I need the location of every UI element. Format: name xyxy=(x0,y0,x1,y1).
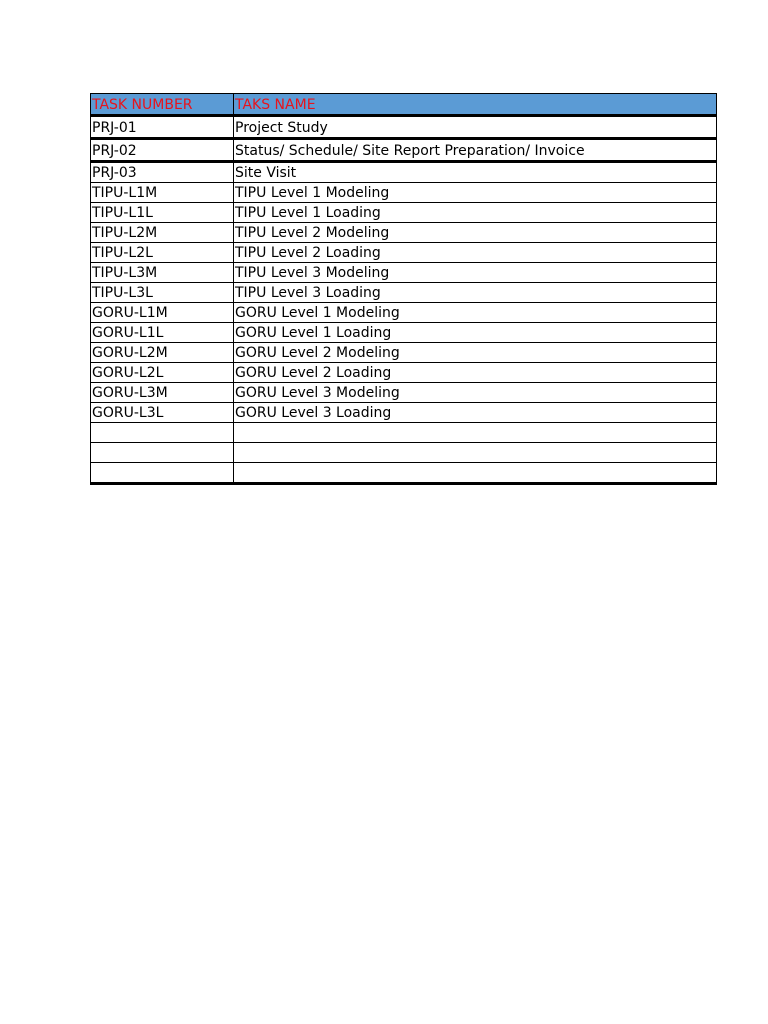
task-number-cell: GORU-L2M xyxy=(91,343,234,363)
table-row xyxy=(91,283,717,303)
task-name-cell: Project Study xyxy=(234,116,717,139)
task-number-cell: TIPU-L2L xyxy=(91,243,234,263)
task-number-cell: PRJ-01 xyxy=(91,116,234,139)
table-row xyxy=(91,116,717,139)
task-number-cell: GORU-L1M xyxy=(91,303,234,323)
table-row xyxy=(91,323,717,343)
task-name-cell: TIPU Level 1 Modeling xyxy=(234,183,717,203)
task-name-cell: TIPU Level 1 Loading xyxy=(234,203,717,223)
table-row xyxy=(91,223,717,243)
task-number-cell: TIPU-L2M xyxy=(91,223,234,243)
task-number-cell: TIPU-L3L xyxy=(91,283,234,303)
task-name-cell: GORU Level 3 Modeling xyxy=(234,383,717,403)
table-row xyxy=(91,203,717,223)
table-row xyxy=(91,303,717,323)
task-name-cell xyxy=(234,423,717,443)
task-name-cell: TIPU Level 3 Modeling xyxy=(234,263,717,283)
table-row xyxy=(91,263,717,283)
task-number-cell: TIPU-L1L xyxy=(91,203,234,223)
task-number-cell: TIPU-L1M xyxy=(91,183,234,203)
table-row xyxy=(91,443,717,463)
task-name-cell: Status/ Schedule/ Site Report Preparation/ Invoice xyxy=(234,139,717,162)
table-row xyxy=(91,383,717,403)
task-number-cell: TIPU-L3M xyxy=(91,263,234,283)
table-row xyxy=(91,363,717,383)
task-number-cell: PRJ-02 xyxy=(91,139,234,162)
task-table xyxy=(90,93,717,485)
task-name-cell: GORU Level 3 Loading xyxy=(234,403,717,423)
header-task-name: TAKS NAME xyxy=(234,94,717,116)
table-header-row xyxy=(91,94,717,116)
task-name-cell: TIPU Level 3 Loading xyxy=(234,283,717,303)
task-number-cell: PRJ-03 xyxy=(91,162,234,183)
task-number-cell: GORU-L2L xyxy=(91,363,234,383)
task-name-cell: GORU Level 2 Loading xyxy=(234,363,717,383)
task-number-cell: GORU-L3M xyxy=(91,383,234,403)
task-name-cell: GORU Level 2 Modeling xyxy=(234,343,717,363)
task-name-cell: GORU Level 1 Modeling xyxy=(234,303,717,323)
task-number-cell: GORU-L1L xyxy=(91,323,234,343)
task-number-cell xyxy=(91,443,234,463)
task-name-cell: TIPU Level 2 Modeling xyxy=(234,223,717,243)
task-name-cell: TIPU Level 2 Loading xyxy=(234,243,717,263)
task-number-cell xyxy=(91,423,234,443)
task-number-cell xyxy=(91,463,234,484)
task-name-cell: GORU Level 1 Loading xyxy=(234,323,717,343)
task-name-cell xyxy=(234,443,717,463)
task-number-cell: GORU-L3L xyxy=(91,403,234,423)
table-row xyxy=(91,183,717,203)
task-name-cell xyxy=(234,463,717,484)
table-row xyxy=(91,343,717,363)
task-name-cell: Site Visit xyxy=(234,162,717,183)
table-row xyxy=(91,403,717,423)
table-row xyxy=(91,139,717,162)
table-row xyxy=(91,463,717,484)
table-row xyxy=(91,162,717,183)
table-row xyxy=(91,243,717,263)
header-task-number: TASK NUMBER xyxy=(91,94,234,116)
table-row xyxy=(91,423,717,443)
